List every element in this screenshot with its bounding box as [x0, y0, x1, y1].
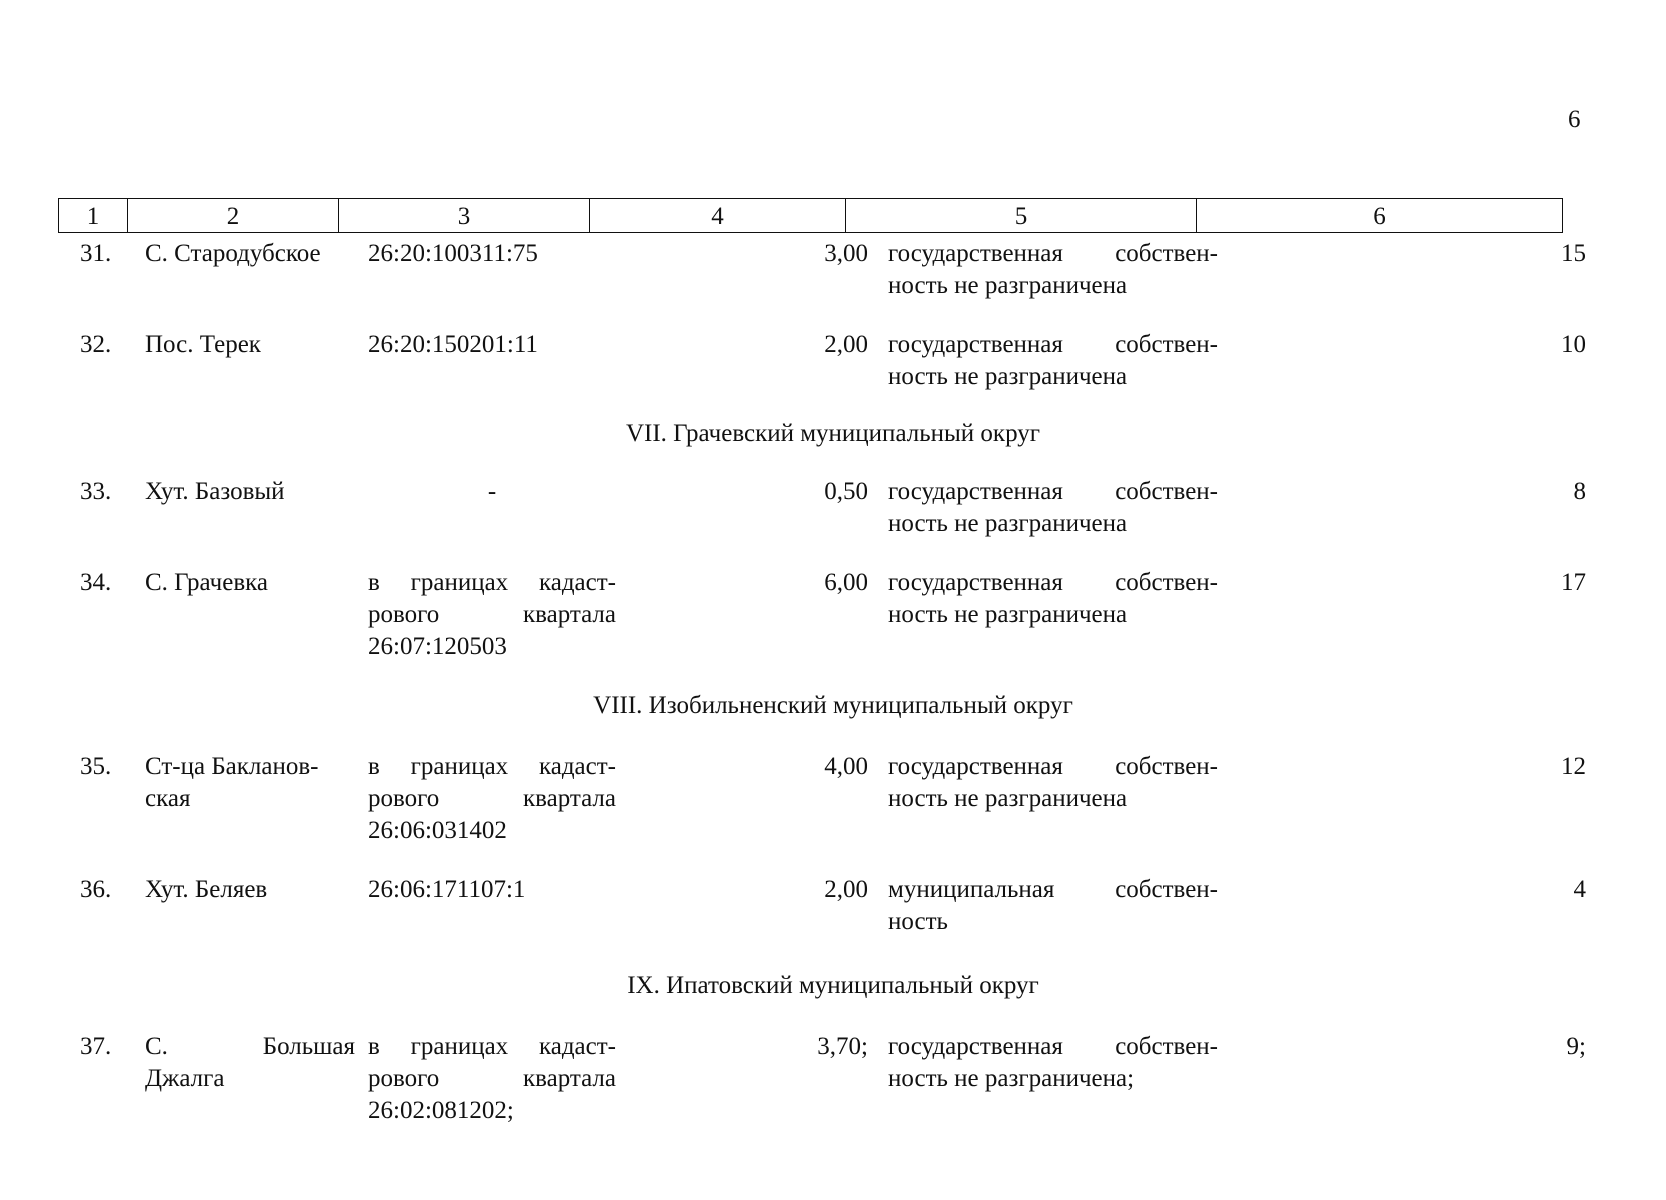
cadastral-location: в границах кадаст- рового квартала 26:07:120503 — [368, 569, 616, 660]
count-value: 8 — [1573, 478, 1586, 505]
column-header-5: 5 — [846, 199, 1197, 233]
settlement-name: Хут. Беляев — [145, 876, 268, 903]
count-value: 4 — [1573, 876, 1586, 903]
area-value: 6,00 — [824, 569, 868, 596]
cadastral-number: 26:20:100311:75 — [368, 240, 538, 267]
area-value: 2,00 — [824, 876, 868, 903]
ownership-type: государственная собствен- ность не разграничена — [888, 240, 1218, 299]
column-header-3: 3 — [339, 199, 590, 233]
ownership-type: государственная собствен- ность не разграничена — [888, 478, 1218, 537]
column-header-4: 4 — [590, 199, 846, 233]
count-value: 12 — [1561, 753, 1586, 780]
row-number: 33. — [80, 478, 112, 505]
count-value: 17 — [1561, 569, 1586, 596]
count-value: 15 — [1561, 240, 1586, 267]
section-heading: VIII. Изобильненский муниципальный округ — [593, 692, 1073, 719]
column-header-2: 2 — [128, 199, 339, 233]
cadastral-location: в границах кадаст- рового квартала 26:02:081202; — [368, 1033, 616, 1124]
section-heading: IX. Ипатовский муниципальный округ — [627, 972, 1039, 999]
area-value: 3,00 — [824, 240, 868, 267]
settlement-name: Пос. Терек — [145, 331, 261, 358]
column-header-1: 1 — [59, 199, 128, 233]
cadastral-number: 26:06:171107:1 — [368, 876, 526, 903]
count-value: 9; — [1566, 1033, 1586, 1060]
settlement-name: С. Грачевка — [145, 569, 268, 596]
row-number: 36. — [80, 876, 112, 903]
settlement-name: Ст-ца Бакланов- ская — [145, 753, 319, 812]
section-heading: VII. Грачевский муниципальный округ — [625, 420, 1041, 447]
ownership-type: государственная собствен- ность не разграничена — [888, 331, 1218, 390]
row-number: 37. — [80, 1033, 112, 1060]
row-number: 32. — [80, 331, 112, 358]
ownership-type: государственная собствен- ность не разграничена; — [888, 1033, 1218, 1092]
cadastral-location: в границах кадаст- рового квартала 26:06:031402 — [368, 753, 616, 844]
settlement-name: С. Стародубское — [145, 240, 321, 267]
area-value: 0,50 — [824, 478, 868, 505]
row-number: 35. — [80, 753, 112, 780]
area-value: 4,00 — [824, 753, 868, 780]
ownership-type: муниципальная собствен- ность — [888, 876, 1218, 935]
settlement-name: С. Большая Джалга — [145, 1033, 355, 1092]
cadastral-number: 26:20:150201:11 — [368, 331, 538, 358]
page-number: 6 — [1568, 106, 1581, 133]
area-value: 3,70; — [817, 1033, 868, 1060]
column-header-table — [58, 198, 1563, 233]
row-number: 31. — [80, 240, 112, 267]
column-header-6: 6 — [1197, 199, 1563, 233]
ownership-type: государственная собствен- ность не разграничена — [888, 753, 1218, 812]
count-value: 10 — [1561, 331, 1586, 358]
settlement-name: Хут. Базовый — [145, 478, 285, 505]
row-number: 34. — [80, 569, 112, 596]
cadastral-number: - — [487, 478, 497, 505]
area-value: 2,00 — [824, 331, 868, 358]
ownership-type: государственная собствен- ность не разграничена — [888, 569, 1218, 628]
